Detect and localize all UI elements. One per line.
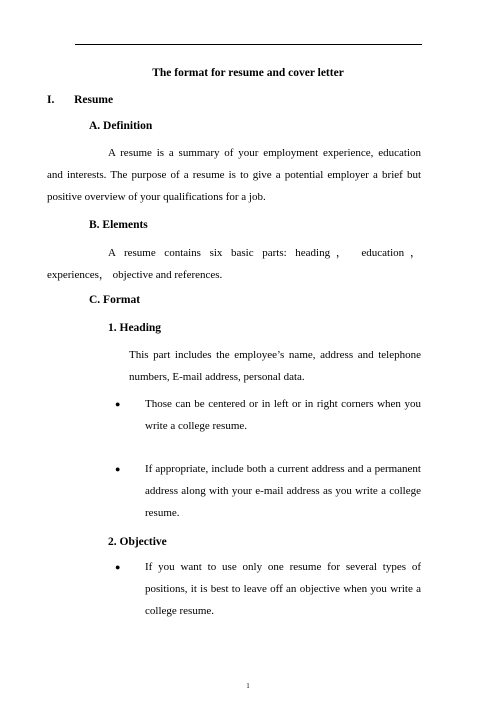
- heading-paragraph: This part includes the employee’s name, address and telephone numbers, E-mail address, personal data.: [129, 349, 421, 383]
- subheading-elements: B. Elements: [89, 219, 148, 231]
- bullet-icon: ●: [115, 562, 121, 572]
- subheading-definition: A. Definition: [89, 120, 153, 132]
- elements-paragraph: A resume contains six basic parts: heading， education， experiences， objective and references.: [47, 247, 421, 281]
- section-heading-resume: [47, 94, 113, 106]
- bullet-text-2: If appropriate, include both a current address and a permanent address along with your e-mail address as you write a college resume.: [145, 463, 421, 519]
- header-rule: [75, 44, 422, 45]
- document-title: The format for resume and cover letter: [152, 67, 344, 79]
- page-number: 1: [246, 682, 250, 690]
- bullet-text-3: If you want to use only one resume for several types of positions, it is best to leave off an objective when you write a college resume.: [145, 561, 421, 617]
- subheading-format: C. Format: [89, 294, 141, 306]
- section-number: I.: [47, 94, 55, 106]
- section-label: Resume: [74, 94, 114, 106]
- bullet-icon: ●: [115, 399, 121, 409]
- subheading-objective: 2. Objective: [108, 536, 167, 548]
- bullet-icon: ●: [115, 464, 121, 474]
- subheading-heading: 1. Heading: [108, 322, 162, 334]
- bullet-text-1: Those can be centered or in left or in right corners when you write a college resume.: [145, 398, 421, 432]
- definition-paragraph: A resume is a summary of your employment experience, education and interests. The purpose of a resume is to give a potential employer a brief but positive overview of your qualifications for a job.: [47, 147, 421, 203]
